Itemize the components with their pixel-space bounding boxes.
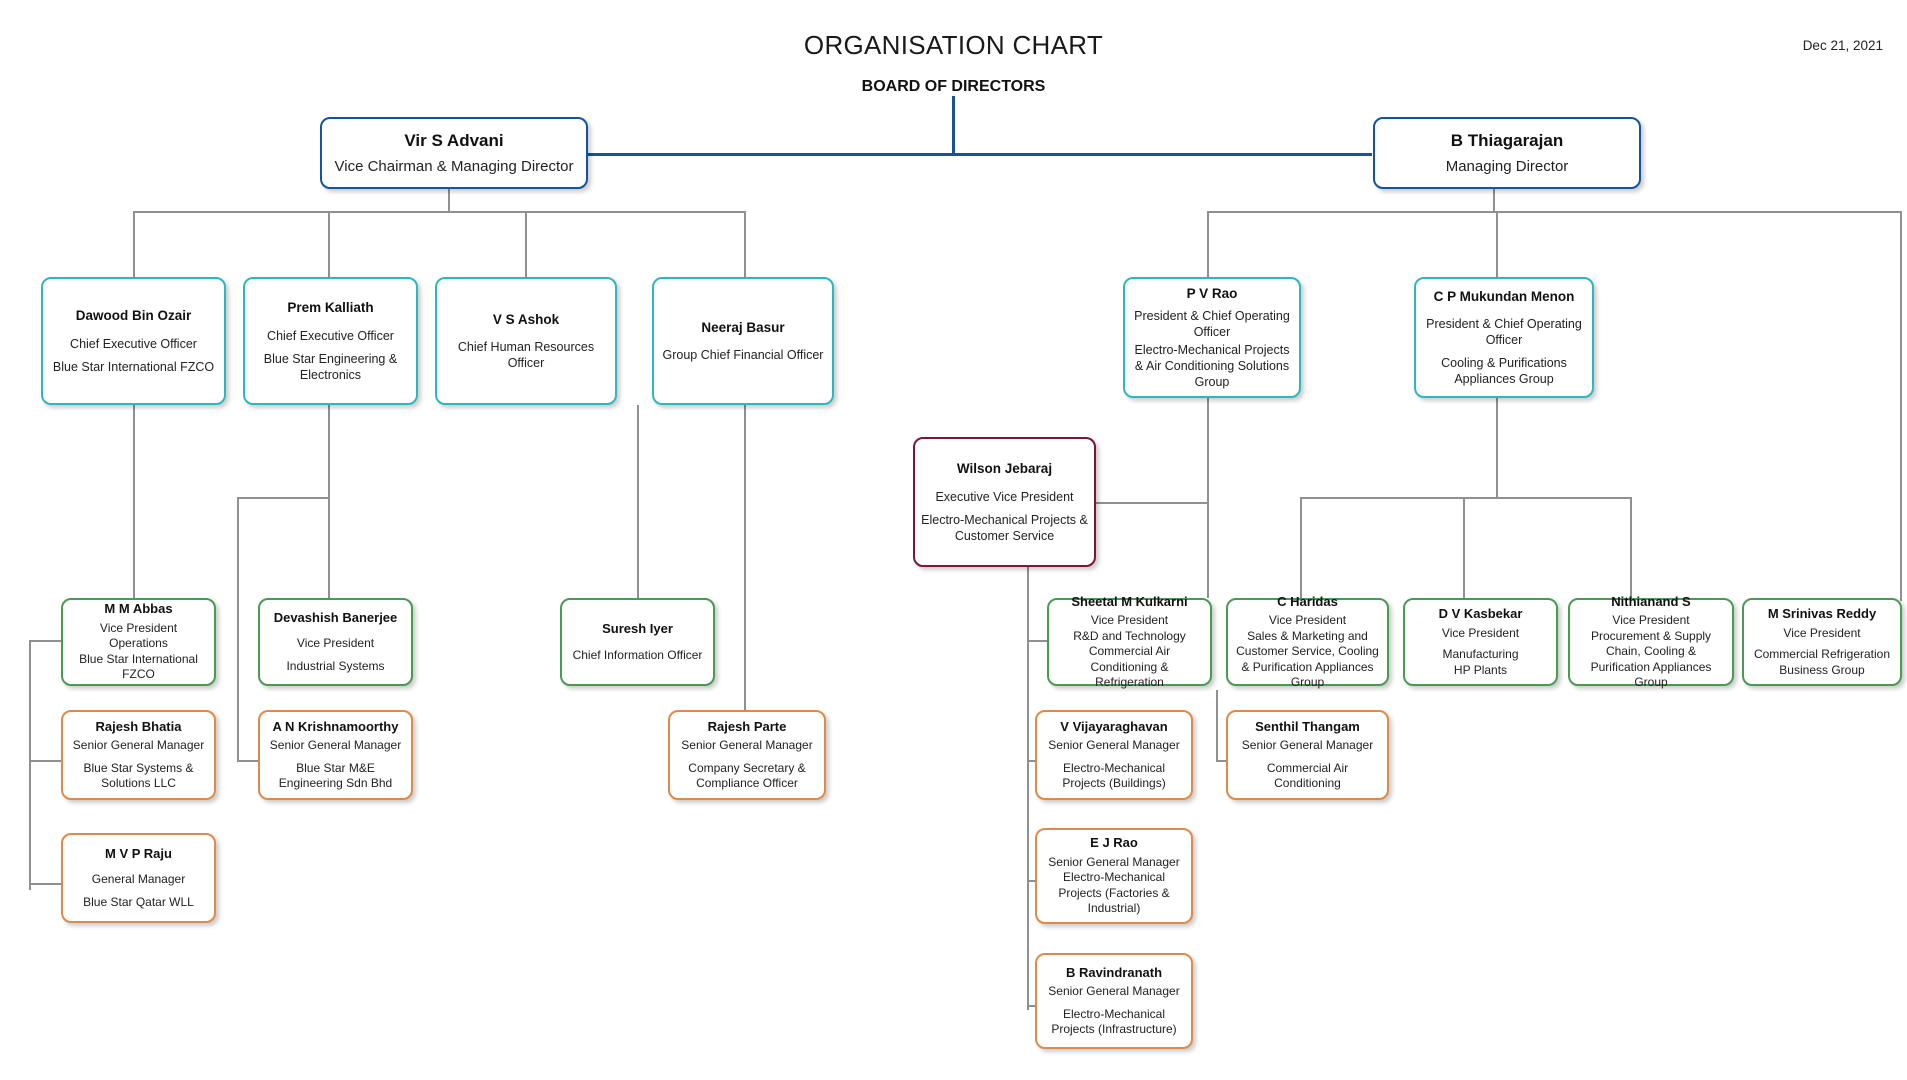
node-name: D V Kasbekar (1438, 606, 1523, 621)
node-name: Vir S Advani (404, 131, 504, 151)
connector-cpm-down (1496, 398, 1498, 498)
connector-left-drop-2 (328, 211, 330, 277)
node-m-v-p-raju[interactable] (61, 833, 216, 923)
node-name: A N Krishnamoorthy (272, 718, 399, 734)
node-line: Sales & Marketing and Customer Service, Cooling & Purification Appliances Group (1236, 628, 1379, 689)
node-line: R&D and Technology (1073, 628, 1186, 643)
node-line: Senior General Manager (1241, 738, 1374, 753)
page-title: ORGANISATION CHART (803, 30, 1104, 60)
node-line: Blue Star M&E Engineering Sdn Bhd (278, 760, 393, 790)
node-rajesh-parte[interactable] (668, 710, 826, 800)
node-name: M M Abbas (104, 601, 173, 617)
node-line: Senior General Manager (269, 738, 402, 753)
node-m-srinivas-reddy[interactable] (1742, 598, 1902, 686)
node-line: Vice President (1783, 625, 1861, 640)
node-name: Dawood Bin Ozair (75, 308, 192, 324)
node-line: Senior General Manager (681, 738, 813, 753)
connector-wilson-spine (1027, 545, 1029, 1010)
connector-pvrao-down (1207, 398, 1209, 598)
node-line: Operations (109, 636, 168, 651)
connector-dawood-to-abbas (133, 405, 135, 600)
node-line: Electro-Mechanical Projects & Air Conditioning Solutions Group (1134, 342, 1290, 389)
node-line: Manufacturing (1442, 647, 1519, 662)
node-e-j-rao[interactable] (1035, 828, 1193, 924)
node-nithianand-s[interactable] (1568, 593, 1734, 689)
node-line: Chief Executive Officer (70, 336, 197, 351)
node-v-vijayaraghavan[interactable] (1035, 710, 1193, 800)
node-line: Procurement & Supply Chain, Cooling & Purification Appliances Group (1590, 628, 1712, 689)
connector-abbas-to-spine (29, 640, 61, 642)
connector-cpm-drop-haridas (1300, 497, 1302, 598)
connector-devashish-spine (237, 497, 239, 760)
connector-left-bus (133, 211, 745, 213)
node-line: Commercial Air Conditioning & Refrigeration (1088, 644, 1171, 689)
node-name: Rajesh Bhatia (95, 718, 182, 734)
chart-date: Dec 21, 2021 (1802, 38, 1883, 53)
node-name: M Srinivas Reddy (1767, 606, 1877, 621)
node-line: Electro-Mechanical Projects (Buildings) (1062, 760, 1166, 790)
connector-spine-to-bhatia (29, 760, 61, 762)
node-name: Senthil Thangam (1255, 718, 1360, 734)
node-senthil-thangam[interactable] (1226, 710, 1389, 800)
connector-abbas-spine (29, 640, 31, 890)
node-line: Cooling & Purifications Appliances Group (1441, 356, 1567, 387)
node-name: Neeraj Basur (701, 319, 785, 335)
connector-right-drop-pvrao (1207, 211, 1209, 277)
node-neeraj-basur[interactable] (652, 277, 834, 405)
node-name: Sheetal M Kulkarni (1071, 593, 1188, 609)
node-rajesh-bhatia[interactable] (61, 710, 216, 800)
connector-left-drop-1 (133, 211, 135, 277)
node-line: Vice President (296, 636, 375, 651)
node-dawood-bin-ozair[interactable] (41, 277, 226, 405)
node-name: B Ravindranath (1065, 964, 1163, 980)
connector-right-drop-cpm (1496, 211, 1498, 277)
node-line: Blue Star Engineering & Electronics (263, 351, 398, 382)
node-sheetal-m-kulkarni[interactable] (1047, 593, 1212, 689)
node-line: Blue Star Qatar WLL (83, 894, 194, 909)
node-name: P V Rao (1186, 286, 1238, 301)
node-v-s-ashok[interactable] (435, 277, 617, 405)
node-line: Blue Star International FZCO (52, 359, 215, 374)
node-name: C P Mukundan Menon (1433, 288, 1575, 304)
connector-right-bus (1207, 211, 1901, 213)
node-name: B Thiagarajan (1450, 131, 1564, 151)
node-line: Vice President (1090, 613, 1169, 628)
node-a-n-krishnamoorthy[interactable] (258, 710, 413, 800)
node-line: Vice President (1268, 613, 1347, 628)
connector-wilson-to-pvrao (1096, 502, 1208, 504)
node-name: Prem Kalliath (287, 300, 374, 316)
node-name: Devashish Banerjee (273, 609, 398, 625)
node-d-v-kasbekar[interactable] (1403, 598, 1558, 686)
node-line: Senior General Manager (1048, 855, 1180, 870)
node-name: V Vijayaraghavan (1060, 718, 1168, 734)
node-line: Executive Vice President (935, 489, 1074, 504)
node-line: Electro-Mechanical Projects & Customer Service (921, 512, 1088, 543)
node-b-thiagarajan[interactable] (1373, 117, 1641, 189)
node-name: Nithianand S (1611, 593, 1691, 609)
connector-to-senthil (1216, 760, 1226, 762)
connector-top-horizontal (576, 153, 1372, 156)
node-line: Vice Chairman & Managing Director (334, 157, 574, 175)
connector-neeraj-to-parte (744, 405, 746, 720)
connector-cpm-drop-nithianand (1630, 497, 1632, 598)
node-line: Vice President (1441, 625, 1520, 640)
node-m-m-abbas[interactable] (61, 598, 216, 686)
connector-spine-to-raju (29, 883, 61, 885)
node-line: Senior General Manager (1048, 738, 1180, 753)
connector-left-drop-3 (525, 211, 527, 277)
connector-cpm-drop-kasbekar (1463, 497, 1465, 598)
node-line: Senior General Manager (1048, 984, 1180, 999)
node-line: Commercial Air Conditioning (1266, 760, 1349, 790)
node-suresh-iyer[interactable] (560, 598, 715, 686)
node-name: Rajesh Parte (707, 718, 787, 734)
node-devashish-banerjee[interactable] (258, 598, 413, 686)
node-line: Chief Information Officer (572, 647, 703, 662)
node-vir-s-advani[interactable] (320, 117, 588, 189)
node-b-ravindranath[interactable] (1035, 953, 1193, 1049)
connector-prem-to-devashish (328, 405, 330, 600)
connector-spine-to-krishnamoorthy (237, 760, 258, 762)
connector-right-drop-far (1900, 211, 1902, 601)
board-of-directors-label: BOARD OF DIRECTORS (861, 78, 1046, 95)
node-line: Blue Star Systems & Solutions LLC (83, 760, 194, 790)
node-line: Industrial Systems (286, 658, 385, 673)
node-c-haridas[interactable] (1226, 593, 1389, 689)
node-name: Wilson Jebaraj (956, 461, 1053, 477)
node-name: M V P Raju (105, 845, 172, 861)
node-line: Company Secretary & Compliance Officer (688, 760, 806, 790)
node-line: Commercial Refrigeration Business Group (1753, 647, 1891, 677)
node-line: Vice President (1612, 613, 1690, 628)
node-line: Managing Director (1445, 157, 1569, 175)
node-line: Electro-Mechanical Projects (Infrastructure) (1051, 1006, 1177, 1036)
connector-spine-to-sheetal (1027, 640, 1047, 642)
connector-left-drop-4 (744, 211, 746, 277)
connector-haridas-to-senthil (1216, 690, 1218, 760)
node-line: Electro-Mechanical Projects (Factories & Industrial) (1058, 870, 1170, 916)
node-line: General Manager (91, 872, 186, 887)
connector-ashok-to-suresh (637, 405, 639, 600)
connector-board-vertical (952, 96, 955, 154)
node-name: Suresh Iyer (602, 621, 673, 636)
node-line: HP Plants (1453, 662, 1508, 677)
node-line: Chief Human Resources Officer (457, 340, 595, 371)
node-prem-kalliath[interactable] (243, 277, 418, 405)
node-line: President & Chief Operating Officer (1426, 317, 1582, 348)
node-line: Blue Star International FZCO (79, 651, 198, 682)
node-name: V S Ashok (492, 311, 560, 327)
node-line: Senior General Manager (72, 738, 205, 753)
node-line: Group Chief Financial Officer (662, 348, 824, 363)
node-wilson-jebaraj[interactable] (913, 437, 1096, 567)
node-p-v-rao[interactable] (1123, 277, 1301, 398)
connector-devashish-spine-top (237, 497, 329, 499)
node-line: Chief Executive Officer (267, 328, 394, 343)
node-name: E J Rao (1090, 835, 1138, 851)
connector-cpm-bus (1300, 497, 1630, 499)
node-name: C Haridas (1277, 593, 1338, 609)
node-line: Vice President (99, 621, 178, 636)
node-c-p-mukundan-menon[interactable] (1414, 277, 1594, 398)
node-line: President & Chief Operating Officer (1134, 309, 1290, 340)
